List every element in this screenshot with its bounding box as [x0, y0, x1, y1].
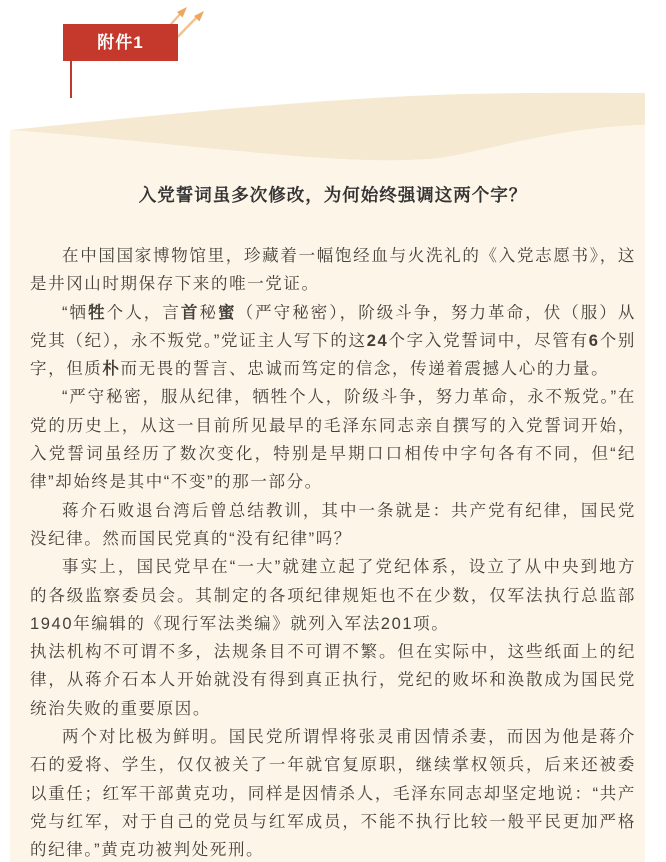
- paragraph: [30, 638, 636, 723]
- text-run: “严守秘密，服从纪律，牺牲个人，阶级斗争，努力革命，永不叛党。”在党的历史上，从这一目前所见最早的毛泽东同志亲自撰写的入党誓词开始，入党誓词虽经历了数次变化，特别是早期口口相传中字句各有不同，但“纪律”却始终是其中“不变”的那一部分。: [30, 388, 636, 492]
- text-run: 事实上，国民党早在“一大”就建立起了党纪体系，设立了从中央到地方的各级监察委员会。其制定的各项纪律规矩也不在少数，仅军法执行总监部1940年编辑的《现行军法类编》就列入军法201项。: [30, 558, 636, 633]
- text-run: “牺: [62, 303, 89, 322]
- emphasized-text: 牲: [88, 303, 107, 322]
- text-run: 个字入党誓词中，尽管有: [388, 331, 589, 350]
- text-run: 蒋介石败退台湾后曾总结教训，其中一条就是：共产党有纪律，国民党没纪律。然而国民党真的“没有纪律”吗？: [30, 501, 636, 548]
- paragraph: [30, 242, 636, 299]
- attachment-badge-label: 附件1: [97, 33, 144, 52]
- text-run: （严守秘密），阶级斗争，努力革命，伏（服）从党其（纪），永不叛党。”党证主人写下的这: [30, 303, 637, 350]
- emphasized-text: 蜜: [218, 303, 237, 322]
- article-body: [30, 242, 636, 862]
- article-title: 入党誓词虽多次修改，为何始终强调这两个字？: [138, 185, 528, 205]
- emphasized-text: 朴: [102, 360, 121, 379]
- paragraph: [30, 553, 636, 638]
- paragraph: [30, 299, 636, 384]
- text-run: 在中国国家博物馆里，珍藏着一幅饱经血与火洗礼的《入党志愿书》，这是井冈山时期保存下来的唯一党证。: [30, 247, 636, 294]
- emphasized-text: 24: [366, 331, 389, 350]
- badge-stem-line: [70, 61, 72, 98]
- text-run: 秘: [199, 303, 219, 322]
- article: [30, 182, 636, 862]
- attachment-badge: [63, 24, 178, 61]
- emphasized-text: 6: [588, 331, 600, 350]
- paragraph: [30, 497, 636, 554]
- text-run: 个人，言: [106, 303, 181, 322]
- paragraph: [30, 723, 636, 862]
- paragraph: [30, 383, 636, 496]
- text-run: 两个对比极为鲜明。国民党所谓悍将张灵甫因情杀妻，而因为他是蒋介石的爱将、学生，仅仅被关了一年就官复原职，继续掌权领兵，后来还被委以重任；红军干部黄克功，同样是因情杀人，毛泽东同志却坚定地说：“共产党与红军，对于自己的党员与红军成员，不能不执行比较一般平民更加严格的纪律。”黄克功被判处死刑。: [30, 728, 636, 860]
- text-run: 个别字，但质: [30, 331, 637, 379]
- emphasized-text: 首: [180, 303, 200, 322]
- text-run: 而无畏的誓言、忠诚而笃定的信念，传递着震撼人心的力量。: [120, 360, 610, 379]
- text-run: 执法机构不可谓不多，法规条目不可谓不繁。但在实际中，这些纸面上的纪律，从蒋介石本人开始就没有得到真正执行，党纪的败坏和涣散成为国民党统治失败的重要原因。: [30, 643, 636, 718]
